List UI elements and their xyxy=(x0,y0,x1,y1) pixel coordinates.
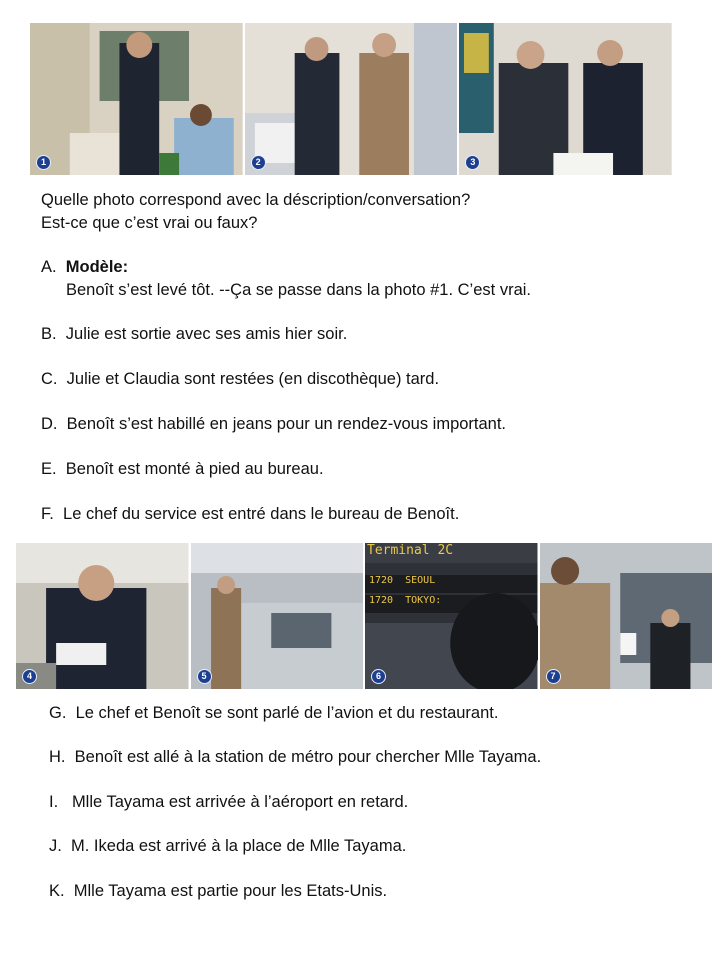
photo-number-6: 6 xyxy=(371,669,386,684)
item-k xyxy=(49,880,387,902)
photo-number-5: 5 xyxy=(197,669,212,684)
item-i-text: Mlle Tayama est arrivée à l’aéroport en retard. xyxy=(71,793,409,811)
item-g-text: Le chef et Benoît se sont parlé de l’avion et du restaurant. xyxy=(75,704,499,722)
item-g-letter: G. xyxy=(49,704,67,722)
photo-5-image xyxy=(191,543,364,689)
item-j xyxy=(49,835,406,857)
photo-7 xyxy=(540,543,713,689)
item-f xyxy=(41,503,459,525)
photo-number-2: 2 xyxy=(251,155,266,170)
item-d xyxy=(41,413,506,435)
item-a xyxy=(41,256,128,278)
photo-2 xyxy=(245,23,458,175)
photo-4 xyxy=(16,543,189,689)
photo-number-7: 7 xyxy=(546,669,561,684)
photo-3 xyxy=(459,23,672,175)
photo-1-image xyxy=(30,23,243,175)
item-h-letter: H. xyxy=(49,748,66,766)
item-c xyxy=(41,368,439,390)
item-k-letter: K. xyxy=(49,882,65,900)
item-c-letter: C. xyxy=(41,370,58,388)
item-a-text: Benoît s’est levé tôt. --Ça se passe dans la photo #1. C’est vrai. xyxy=(66,281,531,299)
intro-line-2: Est-ce que c’est vrai ou faux? xyxy=(41,214,258,232)
item-e-letter: E. xyxy=(41,460,57,478)
item-h xyxy=(49,746,541,768)
item-d-letter: D. xyxy=(41,415,58,433)
item-f-letter: F. xyxy=(41,505,54,523)
item-a-label: Modèle: xyxy=(65,258,129,276)
photo-number-3: 3 xyxy=(465,155,480,170)
photo-5 xyxy=(191,543,364,689)
photo-6 xyxy=(365,543,538,689)
item-i-letter: I. xyxy=(49,793,59,811)
photo-2-image xyxy=(245,23,458,175)
photo-number-4: 4 xyxy=(22,669,37,684)
item-b-letter: B. xyxy=(41,325,57,343)
intro-line-1: Quelle photo correspond avec la déscription/conversation? xyxy=(41,191,471,209)
item-c-text: Julie et Claudia sont restées (en discothèque) tard. xyxy=(66,370,440,388)
top-photo-strip xyxy=(30,23,672,175)
item-b-text: Julie est sortie avec ses amis hier soir. xyxy=(65,325,348,343)
item-a-letter: A. xyxy=(41,258,57,276)
photo-6-image xyxy=(365,543,538,689)
item-f-text: Le chef du service est entré dans le bureau de Benoît. xyxy=(63,505,460,523)
item-e-text: Benoît est monté à pied au bureau. xyxy=(65,460,324,478)
item-h-text: Benoît est allé à la station de métro pour chercher Mlle Tayama. xyxy=(74,748,542,766)
item-e xyxy=(41,458,324,480)
bottom-photo-strip xyxy=(16,543,712,689)
photo-1 xyxy=(30,23,243,175)
item-b xyxy=(41,323,347,345)
photo-7-image xyxy=(540,543,713,689)
board-row-2: 1720 TOKYO: xyxy=(369,595,442,606)
terminal-sign: Terminal 2C xyxy=(367,543,454,558)
item-g xyxy=(49,702,498,724)
item-j-letter: J. xyxy=(49,837,62,855)
board-row-1: 1720 SEOUL xyxy=(369,575,436,586)
item-j-text: M. Ikeda est arrivé à la place de Mlle Tayama. xyxy=(71,837,407,855)
item-i xyxy=(49,791,408,813)
item-k-text: Mlle Tayama est partie pour les Etats-Unis. xyxy=(73,882,388,900)
item-d-text: Benoît s’est habillé en jeans pour un rendez-vous important. xyxy=(66,415,507,433)
photo-4-image xyxy=(16,543,189,689)
photo-number-1: 1 xyxy=(36,155,51,170)
photo-3-image xyxy=(459,23,672,175)
